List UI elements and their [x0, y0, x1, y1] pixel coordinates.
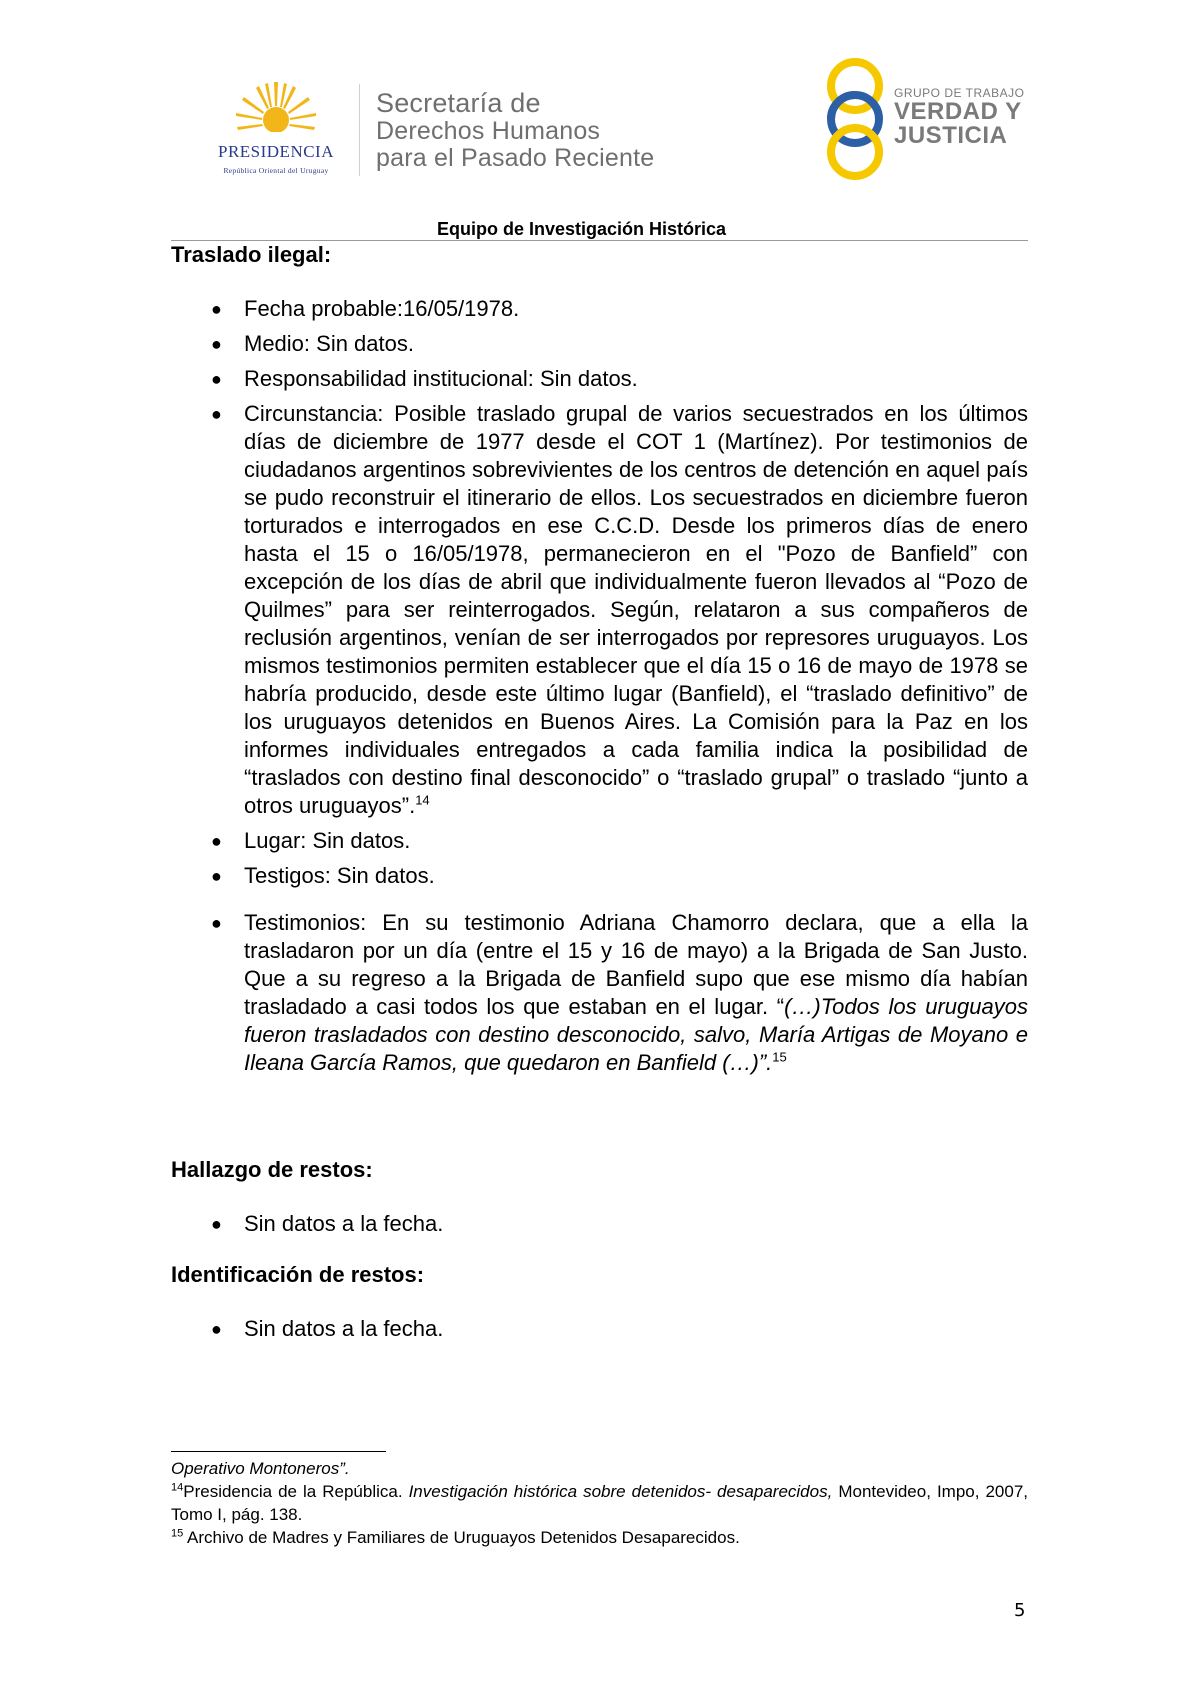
footnote-14-a: Presidencia de la República.	[183, 1482, 409, 1501]
footnotes	[171, 1457, 1028, 1549]
identificacion-text: Sin datos a la fecha.	[244, 1316, 444, 1341]
bullet-icon: ●	[211, 1214, 222, 1234]
footnote-ref-14[interactable]: 14	[415, 792, 430, 808]
header-rule	[171, 240, 1028, 241]
list-item	[171, 400, 1028, 820]
running-header: Equipo de Investigación Histórica	[437, 219, 727, 239]
testimonios-text: Testimonios: En su testimonio Adriana Chamorro declara, que a ella la trasladaron por un día (entre el 15 y 16 de mayo) a la Brigada de San Justo. Que a su regreso a la Brigada de Banfield supo que ese mismo día habían trasladado a casi todos los que estaban en el lugar. “	[244, 910, 1028, 1019]
footnote-rule	[171, 1451, 386, 1452]
section-title-traslado: Traslado ilegal:	[171, 242, 332, 267]
gt-title-line-1: VERDAD Y	[894, 98, 1022, 125]
presidencia-logo	[196, 80, 356, 180]
bullet-icon: ●	[211, 369, 222, 389]
list-item	[171, 909, 1028, 1077]
page-number: 5	[1014, 1600, 1026, 1621]
hallazgo-list	[171, 1210, 1028, 1238]
footnote-15	[171, 1526, 1028, 1549]
rings-logo-icon	[820, 56, 890, 182]
circunstancia-text: Circunstancia: Posible traslado grupal de varios secuestrados en los últimos días de diciembre de 1977 desde el COT 1 (Martínez). Por testimonios de ciudadanos argentinos sobrevivientes de los centros de detención en aquel país se pudo reconstruir el itinerario de ellos. Los secuestrados en diciembre fueron torturados e interrogados en ese C.C.D. Desde los primeros días de enero hasta el 15 o 16/05/1978, permanecieron en el "Pozo de Banfield” con excepción de los días de abril que individualmente fueron llevados al “Pozo de Quilmes” para ser reinterrogados. Según, relataron a sus compañeros de reclusión argentinos, venían de ser interrogados por represores uruguayos. Los mismos testimonios permiten establecer que el día 15 o 16 de mayo de 1978 se habría producido, desde este último lugar (Banfield), el “traslado definitivo” de los uruguayos detenidos en Buenos Aires. La Comisión para la Paz en los informes individuales entregados a cada familia indica la posibilidad de “traslados con destino final desconocido” o “traslado grupal” o traslado “junto a otros uruguayos”.	[244, 401, 1028, 818]
verdad-justicia-logo	[820, 56, 1040, 182]
section-title-hallazgo: Hallazgo de restos:	[171, 1157, 373, 1182]
footnote-15-text: Archivo de Madres y Familiares de Uruguayos Detenidos Desaparecidos.	[183, 1528, 740, 1547]
footnote-number-15: 15	[171, 1527, 184, 1540]
bullet-icon: ●	[211, 299, 222, 319]
list-item	[171, 295, 1028, 323]
list-item	[171, 1315, 1028, 1343]
secretaria-line-1: Secretaría de	[376, 88, 541, 118]
list-item	[171, 1210, 1028, 1238]
bullet-icon: ●	[211, 1319, 222, 1339]
logo-divider	[359, 84, 360, 176]
footnote-14	[171, 1480, 1028, 1526]
footnote-number-14: 14	[171, 1481, 184, 1494]
list-item	[171, 862, 1028, 890]
presidencia-subtitle: República Oriental del Uruguay	[223, 166, 329, 175]
footnote-14-title: Investigación histórica sobre detenidos- desaparecidos,	[408, 1482, 833, 1501]
secretaria-line-3: para el Pasado Reciente	[376, 144, 655, 172]
footnote-continued	[171, 1457, 1028, 1480]
footnote-14-c: Montevideo, Impo, 2007, Tomo I, pág. 138.	[171, 1482, 1029, 1524]
presidencia-name: PRESIDENCIA	[217, 142, 334, 161]
footnote-continued-text: Operativo Montoneros”.	[171, 1459, 350, 1478]
list-item	[171, 365, 1028, 393]
hallazgo-text: Sin datos a la fecha.	[244, 1211, 444, 1236]
identificacion-list	[171, 1315, 1028, 1343]
bullet-icon: ●	[211, 913, 222, 933]
responsabilidad-text: Responsabilidad institucional: Sin datos.	[244, 366, 638, 391]
gt-text-block	[894, 86, 1024, 148]
testimonios-quote: (…)Todos los uruguayos fueron trasladados con destino desconocido, salvo, María Artigas de Moyano e Ileana García Ramos, que quedaron en Banfield (…)”.	[244, 994, 1028, 1075]
footnote-ref-15[interactable]: 15	[772, 1049, 787, 1065]
gt-title-line-2: JUSTICIA	[894, 122, 1008, 149]
bullet-icon: ●	[211, 334, 222, 354]
list-item	[171, 827, 1028, 855]
gt-small-label: GRUPO DE TRABAJO	[894, 86, 1025, 100]
testigos-text: Testigos: Sin datos.	[244, 863, 435, 888]
lugar-text: Lugar: Sin datos.	[244, 828, 411, 853]
sun-logo-icon	[236, 80, 316, 142]
secretaria-line-2: Derechos Humanos	[376, 117, 601, 145]
section-title-identificacion: Identificación de restos:	[171, 1262, 425, 1287]
bullet-icon: ●	[211, 831, 222, 851]
bullet-icon: ●	[211, 404, 222, 424]
secretaria-logo-text	[376, 88, 654, 172]
list-item	[171, 330, 1028, 358]
fecha-text: Fecha probable:16/05/1978.	[244, 296, 520, 321]
bullet-icon: ●	[211, 866, 222, 886]
medio-text: Medio: Sin datos.	[244, 331, 414, 356]
traslado-list	[171, 295, 1028, 1077]
